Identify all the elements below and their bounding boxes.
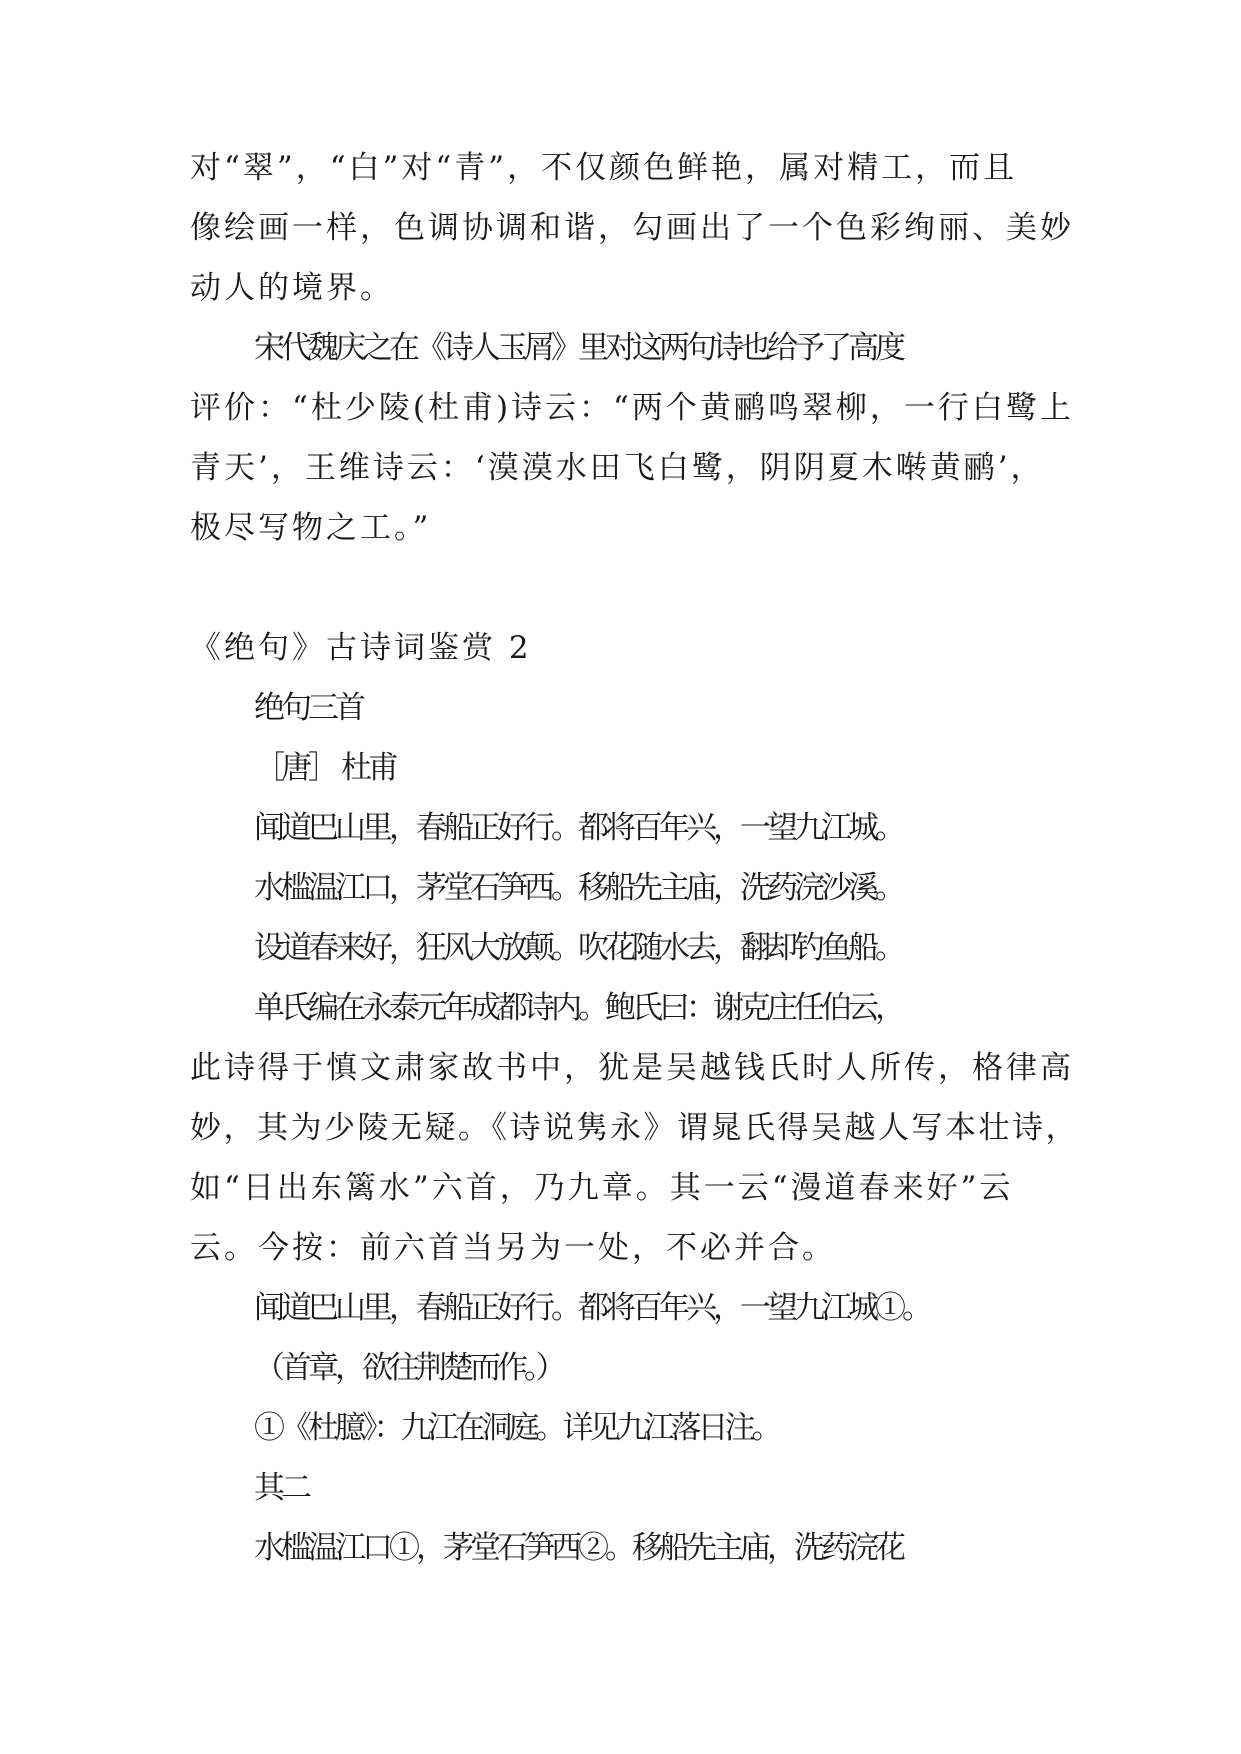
note-line-5: 云。今按：前六首当另为一处，不必并合。 [190,1230,836,1266]
note-line-3: 妙，其为少陵无疑。《诗说隽永》谓晁氏得吴越人写本壮诗， [190,1110,1079,1146]
para2-line-3: 青天’，王维诗云：‘漠漠水田飞白鹭，阴阴夏木啭黄鹂’， [190,450,1045,486]
commentary-verse-2: 水槛温江口①，茅堂石笋西②。移船先主庙，洗药浣花 [254,1530,902,1566]
poem-author: ［唐］ 杜甫 [254,750,395,786]
note-line-2: 此诗得于慎文肃家故书中，犹是吴越钱氏时人所传，格律高 [190,1050,1074,1086]
part-2-label: 其二 [254,1470,308,1506]
section-title: 《绝句》古诗词鉴赏 2 [190,630,532,666]
commentary-verse-1: 闻道巴山里，春船正好行。都将百年兴，一望九江城①。 [254,1290,929,1326]
poem-verse-1: 闻道巴山里，春船正好行。都将百年兴，一望九江城。 [254,810,902,846]
para1-line-3: 动人的境界。 [190,270,394,306]
para1-line-1: 对“翠”，“白”对“青”，不仅颜色鲜艳，属对精工，而且 [190,150,1018,186]
para2-line-4: 极尽写物之工。” [190,510,432,546]
poem-verse-2: 水槛温江口，茅堂石笋西。移船先主庙，洗药浣沙溪。 [254,870,902,906]
note-line-4: 如“日出东篱水”六首，乃九章。其一云“漫道春来好”云 [190,1170,1014,1206]
para2-line-1: 宋代魏庆之在《诗人玉屑》里对这两句诗也给予了高度 [254,330,902,366]
poem-title: 绝句三首 [254,690,362,726]
note-line-1: 单氏编在永泰元年成都诗内。鲍氏曰：谢克庄任伯云， [254,990,902,1026]
para2-line-2: 评价：“杜少陵(杜甫)诗云：“两个黄鹂鸣翠柳，一行白鹭上 [190,390,1074,426]
footnote-1: ①《杜臆》：九江在洞庭。详见九江落日注。 [254,1410,779,1446]
poem-verse-3: 设道春来好，狂风大放颠。吹花随水去，翻却钓鱼船。 [254,930,902,966]
para1-line-2: 像绘画一样，色调协调和谐，勾画出了一个色彩绚丽、美妙 [190,210,1074,246]
commentary-verse-1-note: （首章，欲往荆楚而作。） [254,1350,563,1386]
